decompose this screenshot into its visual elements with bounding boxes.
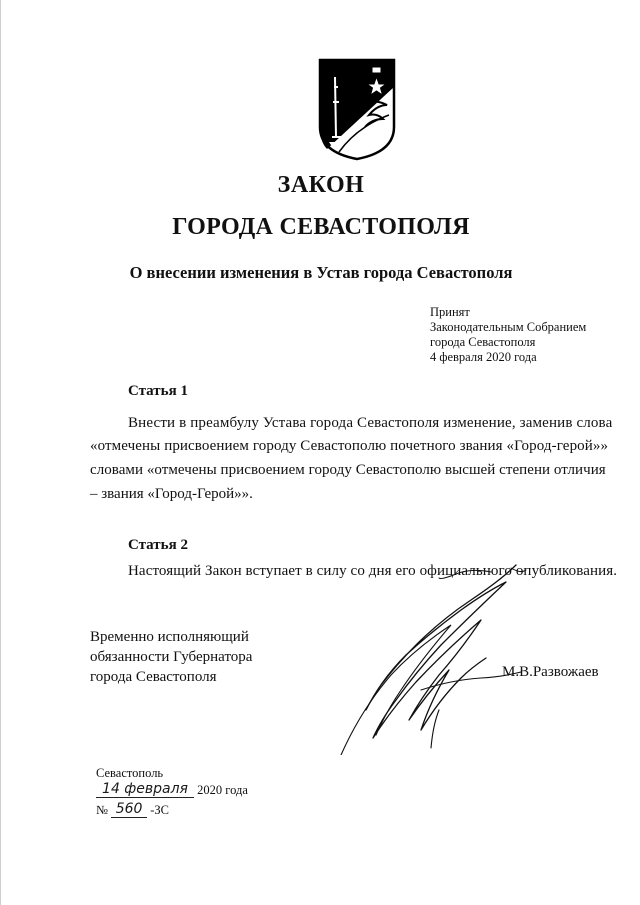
signer-name: М.В.Развожаев — [502, 664, 599, 680]
article-1-heading: Статья 1 — [128, 383, 188, 399]
adoption-line: города Севастополя — [430, 335, 536, 349]
adoption-date: 4 февраля 2020 года — [430, 350, 537, 364]
signer-title-line: города Севастополя — [90, 669, 217, 685]
article-2-heading: Статья 2 — [128, 537, 188, 553]
article-1-text-line: – звания «Город-Герой»». — [90, 486, 253, 502]
signing-city: Севастополь — [96, 766, 164, 780]
adoption-line: Принят — [430, 305, 470, 319]
handwritten-law-number: 560 — [111, 802, 147, 818]
adoption-info — [430, 305, 586, 365]
article-1-text-line: словами «отмечены присвоением городу Севастополю высшей степени отличия — [90, 462, 606, 478]
signing-year: 2020 года — [197, 783, 248, 797]
document-title: ЗАКОН — [277, 172, 365, 198]
document-title-city: ГОРОДА СЕВАСТОПОЛЯ — [172, 214, 470, 240]
article-2-text-line: Настоящий Закон вступает в силу со дня его официального опубликования. — [128, 563, 618, 579]
document-subtitle: О внесении изменения в Устав города Севастополя — [129, 263, 513, 282]
number-sign: № — [96, 803, 108, 817]
article-1-text-line: «отмечены присвоением городу Севастополю почетного звания «Город-герой»» — [90, 438, 609, 454]
handwritten-signature — [321, 560, 531, 755]
sevastopol-coat-of-arms-icon — [317, 57, 397, 161]
law-number-line — [96, 802, 169, 822]
signer-title-line: обязанности Губернатора — [90, 649, 253, 665]
document-footer — [96, 766, 248, 817]
law-number-suffix: -ЗС — [150, 803, 169, 817]
handwritten-date: 14 февраля — [96, 782, 194, 798]
adoption-line: Законодательным Собранием — [430, 320, 587, 334]
signer-title — [90, 627, 252, 687]
signer-title-line: Временно исполняющий — [90, 629, 249, 645]
signing-date-line — [96, 782, 248, 802]
article-1-text-line: Внести в преамбулу Устава города Севастополя изменение, заменив слова — [128, 415, 613, 431]
